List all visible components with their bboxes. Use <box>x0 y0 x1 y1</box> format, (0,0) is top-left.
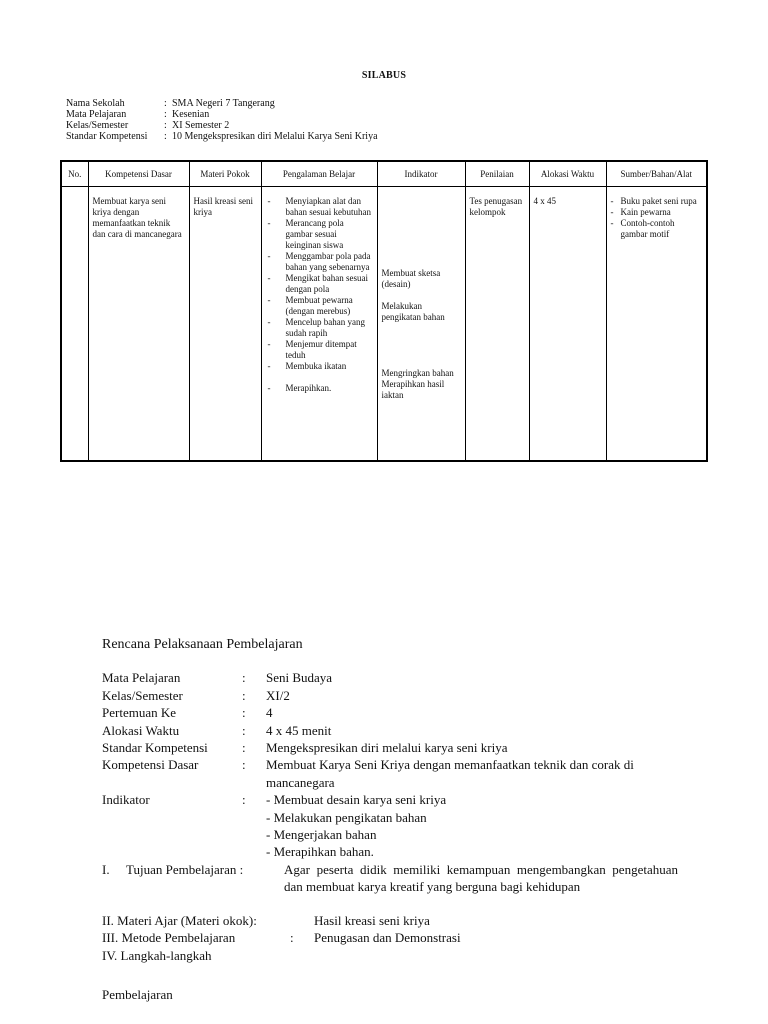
info-row-mata-pelajaran <box>66 109 378 120</box>
cell-indikator <box>377 187 465 462</box>
info-row-standar-kompetensi <box>66 131 378 142</box>
rpp-field-kompetensi-dasar: Kompetensi Dasar : Membuat Karya Seni Kriya dengan memanfaatkan teknik dan corak di mancanegara <box>102 757 634 790</box>
info-value: 10 Mengekspresikan diri Melalui Karya Seni Kriya <box>172 131 378 142</box>
header-alokasi-waktu: Alokasi Waktu <box>529 161 606 187</box>
cell-penilaian: Tes penugasan kelompok <box>465 187 529 462</box>
header-sumber: Sumber/Bahan/Alat <box>606 161 707 187</box>
info-value: XI Semester 2 <box>172 120 230 131</box>
cell-materi-pokok: Hasil kreasi seni kriya <box>189 187 261 462</box>
rpp-langkah: IV. Langkah-langkah <box>102 947 212 963</box>
rpp-section <box>102 636 678 1003</box>
indikator-item: Membuat sketsa (desain) <box>381 268 441 289</box>
list-item: - Mengikat bahan sesuai dengan pola <box>267 273 368 294</box>
silabus-info <box>66 98 378 142</box>
list-item: - Menggambar pola pada bahan yang sebenarnya <box>267 251 371 272</box>
cell-sumber <box>606 187 707 462</box>
list-item: - Menyiapkan alat dan bahan sesuai kebutuhan <box>267 196 371 217</box>
rpp-field-pertemuan: Pertemuan Ke : 4 <box>102 705 273 721</box>
list-item: - Merapihkan. <box>267 383 332 393</box>
list-item: - Contoh-contoh gambar motif <box>610 218 675 239</box>
list-item: - Merancang pola gambar sesuai keinginan siswa <box>267 218 344 250</box>
header-indikator: Indikator <box>377 161 465 187</box>
cell-no <box>61 187 88 462</box>
list-item: - Membuka ikatan <box>267 361 347 371</box>
info-colon: : <box>164 109 167 120</box>
info-label: Standar Kompetensi <box>66 131 148 142</box>
rpp-indikator-item: - Membuat desain karya seni kriya <box>266 792 447 808</box>
info-value: Kesenian <box>172 109 210 120</box>
cell-kompetensi-dasar: Membuat karya seni kriya dengan memanfaatkan teknik dan cara di mancanegara <box>88 187 189 462</box>
rpp-field-mata-pelajaran: Mata Pelajaran : Seni Budaya <box>102 670 333 686</box>
list-item: - Menjemur ditempat teduh <box>267 339 357 360</box>
info-label: Nama Sekolah <box>66 98 125 109</box>
rpp-field-standar-kompetensi: Standar Kompetensi : Mengekspresikan diri melalui karya seni kriya <box>102 740 508 756</box>
rpp-materi-ajar: II. Materi Ajar (Materi okok): Hasil kreasi seni kriya <box>102 912 430 928</box>
rpp-indikator-item: - Merapihkan bahan. <box>266 844 374 860</box>
rpp-tujuan: I. Tujuan Pembelajaran : Agar peserta didik memiliki kemampuan mengembangkan pengetahuan dan membuat karya kreatif yang berguna bagi kehidupan <box>102 861 678 895</box>
info-row-kelas-semester <box>66 120 378 131</box>
table-row <box>61 187 707 462</box>
info-colon: : <box>164 98 167 109</box>
info-row-nama-sekolah <box>66 98 378 109</box>
info-label: Mata Pelajaran <box>66 109 127 120</box>
list-item: - Membuat pewarna (dengan merebus) <box>267 295 353 316</box>
info-colon: : <box>164 131 167 142</box>
rpp-field-indikator: Indikator : - Membuat desain karya seni kriya - Melakukan pengikatan bahan - Mengerjakan bahan - Merapihkan bahan. <box>102 791 678 861</box>
cell-pengalaman-belajar <box>261 187 377 462</box>
header-materi-pokok: Materi Pokok <box>189 161 261 187</box>
header-kompetensi-dasar: Kompetensi Dasar <box>88 161 189 187</box>
cell-alokasi-waktu: 4 x 45 <box>529 187 606 462</box>
indikator-item: Mengringkan bahan <box>381 368 454 378</box>
rpp-field-alokasi-waktu: Alokasi Waktu : 4 x 45 menit <box>102 722 332 738</box>
indikator-item: Merapihkan hasil iaktan <box>381 379 445 400</box>
rpp-indikator-item: - Mengerjakan bahan <box>266 827 377 843</box>
header-no: No. <box>61 161 88 187</box>
table-header-row <box>61 161 707 187</box>
header-pengalaman-belajar: Pengalaman Belajar <box>261 161 377 187</box>
info-colon: : <box>164 120 167 131</box>
rpp-title: Rencana Pelaksanaan Pembelajaran <box>102 637 303 652</box>
rpp-metode: III. Metode Pembelajaran : Penugasan dan Demonstrasi <box>102 930 461 946</box>
rpp-field-kelas-semester: Kelas/Semester : XI/2 <box>102 687 290 703</box>
header-penilaian: Penilaian <box>465 161 529 187</box>
rpp-indikator-item: - Melakukan pengikatan bahan <box>266 809 427 825</box>
info-value: SMA Negeri 7 Tangerang <box>172 98 275 109</box>
indikator-item: Melakukan pengikatan bahan <box>381 301 445 322</box>
info-label: Kelas/Semester <box>66 120 129 131</box>
rpp-pembelajaran: Pembelajaran <box>102 986 173 1002</box>
list-item: - Buku paket seni rupa <box>610 196 697 206</box>
silabus-table <box>60 160 708 462</box>
list-item: - Kain pewarna <box>610 207 671 217</box>
silabus-title: SILABUS <box>361 70 407 81</box>
list-item: - Mencelup bahan yang sudah rapih <box>267 317 365 338</box>
